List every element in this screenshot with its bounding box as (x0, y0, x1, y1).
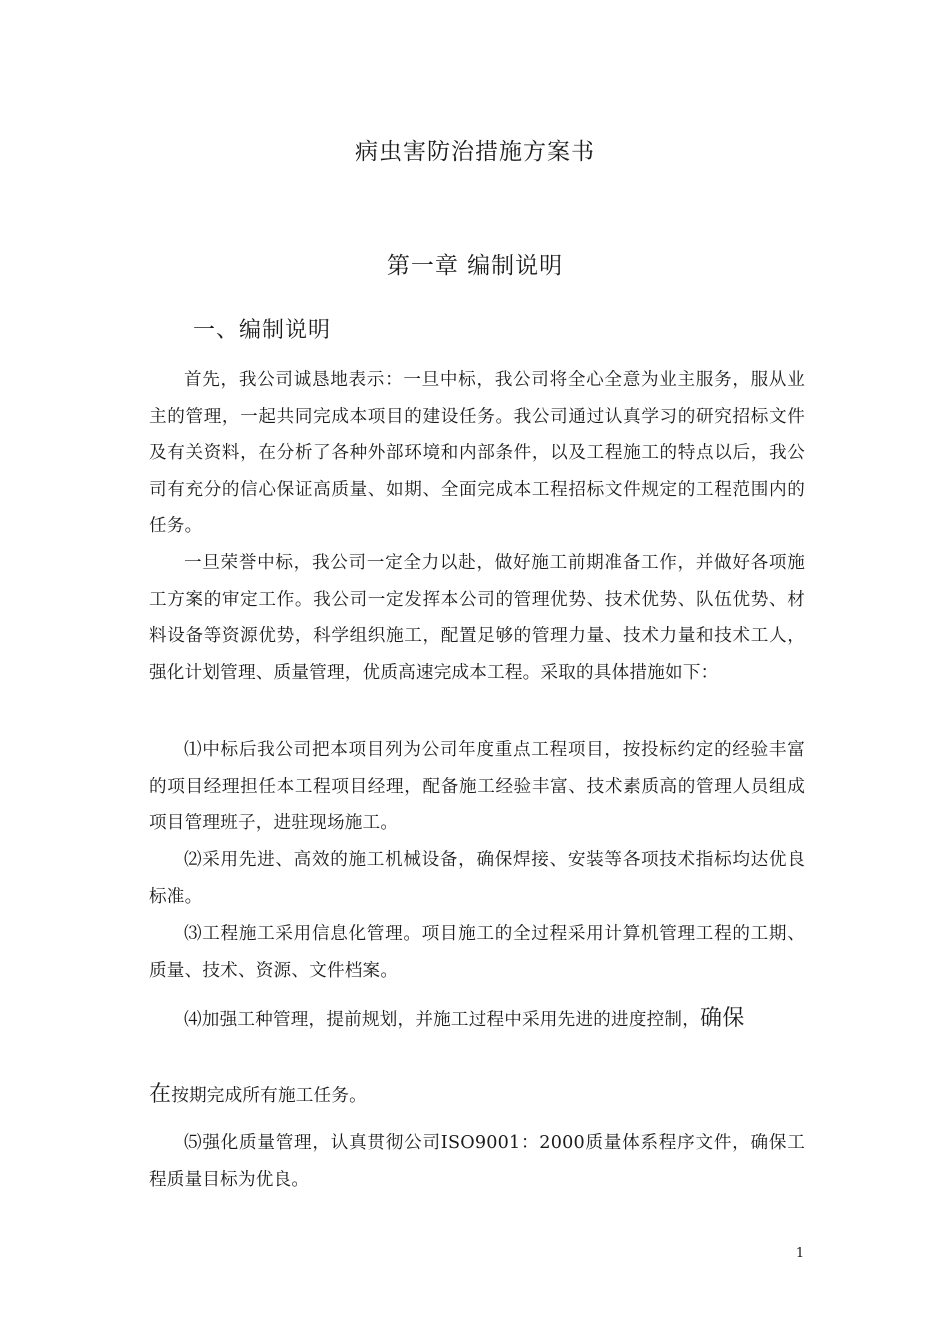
list-item-4-line-1 (184, 1001, 744, 1039)
section-heading: 一、编制说明 (193, 318, 332, 343)
chapter-heading: 第一章 编制说明 (386, 253, 564, 279)
paragraph-commitment: 一旦荣誉中标，我公司一定全力以赴，做好施工前期准备工作，并做好各项施工方案的审定工作。我公司一定发挥本公司的管理优势、技术优势、队伍优势、材料设备等资源优势，科学组织施工，配置足够的管理力量、技术力量和技术工人，强化计划管理、质量管理，优质高速完成本工程。采取的具体措施如下： (149, 553, 805, 683)
list-item-4-text: ⑷加强工种管理，提前规划，并施工过程中采用先进的进度控制， (184, 1010, 701, 1030)
list-item-4-continuation: 按期完成所有施工任务。 (171, 1086, 367, 1106)
list-item-3: ⑶工程施工采用信息化管理。项目施工的全过程采用计算机管理工程的工期、质量、技术、资源、文件档案。 (149, 924, 805, 981)
list-item-2: ⑵采用先进、高效的施工机械设备，确保焊接、安装等各项技术指标均达优良标准。 (149, 850, 805, 907)
list-item-1: ⑴中标后我公司把本项目列为公司年度重点工程项目，按投标约定的经验丰富的项目经理担任本工程项目经理，配备施工经验丰富、技术素质高的管理人员组成项目管理班子，进驻现场施工。 (149, 740, 805, 833)
document-title: 病虫害防治措施方案书 (355, 139, 595, 165)
list-item-5: ⑸强化质量管理，认真贯彻公司ISO9001：2000质量体系程序文件，确保工程质量目标为优良。 (149, 1133, 805, 1190)
list-item-4-line-2 (149, 1077, 367, 1115)
page-number: 1 (795, 1246, 805, 1261)
paragraph-intro: 首先，我公司诚恳地表示：一旦中标，我公司将全心全意为业主服务，服从业主的管理，一起共同完成本项目的建设任务。我公司通过认真学习的研究招标文件及有关资料，在分析了各种外部环境和内部条件，以及工程施工的特点以后，我公司有充分的信心保证高质量、如期、全面完成本工程招标文件规定的工程范围内的任务。 (149, 370, 805, 536)
list-item-4-tail: 确保 (700, 1006, 745, 1031)
list-item-4-head: 在 (149, 1082, 172, 1107)
